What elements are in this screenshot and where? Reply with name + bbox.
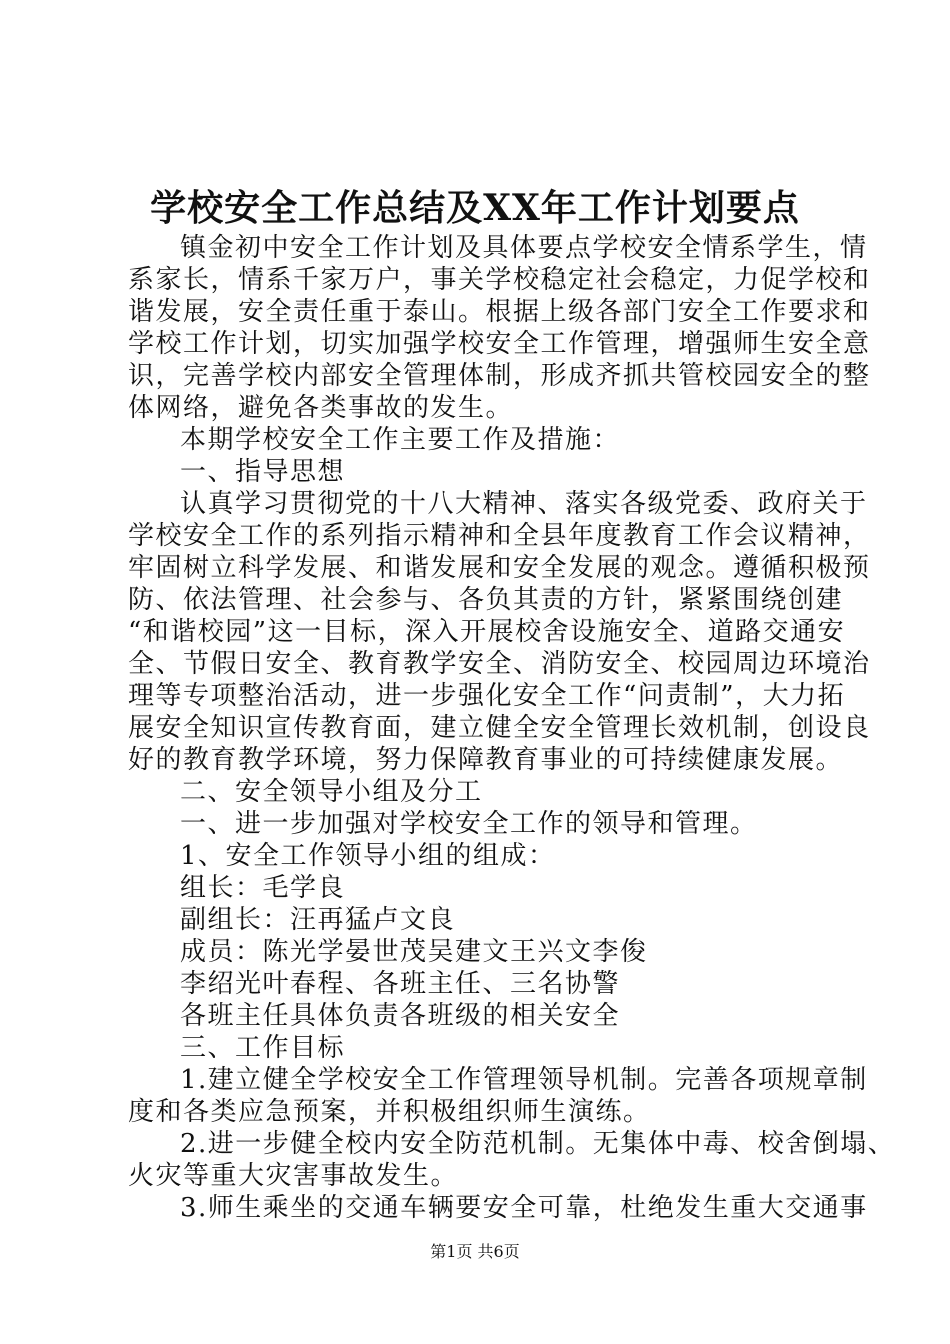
paragraph	[128, 776, 832, 808]
paragraph	[128, 1128, 896, 1192]
paragraph-line: 认真学习贯彻党的十八大精神、落实各级党委、政府关于	[180, 489, 868, 519]
paragraph	[128, 488, 871, 776]
paragraph-line: 组长：毛学良	[180, 873, 346, 903]
paragraph-line: 谐发展，安全责任重于泰山。根据上级各部门安全工作要求和	[128, 297, 871, 327]
paragraph	[128, 456, 832, 488]
paragraph-line: 学校安全工作的系列指示精神和全县年度教育工作会议精神，	[128, 521, 871, 551]
paragraph	[128, 232, 871, 424]
document-title: 学校安全工作总结及XX年工作计划要点	[150, 187, 800, 229]
paragraph-line: 全、节假日安全、教育教学安全、消防安全、校园周边环境治	[128, 649, 871, 679]
paragraph-line: 学校工作计划，切实加强学校安全工作管理，增强师生安全意	[128, 329, 871, 359]
paragraph-line: 2.进一步健全校内安全防范机制。无集体中毒、校舍倒塌、	[180, 1129, 896, 1159]
paragraph-line: 二、安全领导小组及分工	[180, 777, 483, 807]
paragraph-line: 各班主任具体负责各班级的相关安全	[180, 1001, 621, 1031]
paragraph-line: 镇金初中安全工作计划及具体要点学校安全情系学生，情	[180, 233, 868, 263]
paragraph-line: 体网络，避免各类事故的发生。	[128, 393, 514, 423]
paragraph	[128, 1000, 832, 1032]
paragraph-line: 牢固树立科学发展、和谐发展和安全发展的观念。遵循积极预	[128, 553, 871, 583]
paragraph-line: 识，完善学校内部安全管理体制，形成齐抓共管校园安全的整	[128, 361, 871, 391]
paragraph-line: 李绍光叶春程、各班主任、三名协警	[180, 969, 621, 999]
document-body	[128, 232, 896, 1224]
paragraph-line: 1、安全工作领导小组的组成：	[180, 841, 556, 871]
paragraph-line: 本期学校安全工作主要工作及措施：	[180, 425, 621, 455]
paragraph-line: 展安全知识宣传教育面，建立健全安全管理长效机制，创设良	[128, 713, 871, 743]
paragraph-line: 副组长：汪再猛卢文良	[180, 905, 456, 935]
paragraph-line: 度和各类应急预案，并积极组织师生演练。	[128, 1097, 651, 1127]
paragraph-line: 系家长，情系千家万户，事关学校稳定社会稳定，力促学校和	[128, 265, 871, 295]
paragraph-line: 一、进一步加强对学校安全工作的领导和管理。	[180, 809, 758, 839]
paragraph	[128, 1032, 832, 1064]
paragraph	[128, 840, 832, 872]
paragraph-line: 火灾等重大灾害事故发生。	[128, 1161, 459, 1191]
paragraph-line: 一、指导思想	[180, 457, 346, 487]
paragraph-line: 成员：陈光学晏世茂吴建文王兴文李俊	[180, 937, 648, 967]
paragraph-line: 理等专项整治活动，进一步强化安全工作“问责制”，大力拓	[128, 681, 846, 711]
paragraph-line: 好的教育教学环境，努力保障教育事业的可持续健康发展。	[128, 745, 844, 775]
paragraph	[128, 1064, 868, 1128]
paragraph	[128, 424, 832, 456]
page-footer: 第1页 共6页	[430, 1242, 520, 1261]
paragraph	[128, 1192, 868, 1224]
paragraph-line: 3.师生乘坐的交通车辆要安全可靠，杜绝发生重大交通事	[180, 1193, 868, 1223]
paragraph-line: 防、依法管理、社会参与、各负其责的方针，紧紧围绕创建	[128, 585, 844, 615]
paragraph	[128, 968, 832, 1000]
paragraph-line: 1.建立健全学校安全工作管理领导机制。完善各项规章制	[180, 1065, 868, 1095]
paragraph	[128, 904, 832, 936]
paragraph-line: “和谐校园”这一目标，深入开展校舍设施安全、道路交通安	[128, 617, 846, 647]
paragraph	[128, 808, 832, 840]
paragraph-line: 三、工作目标	[180, 1033, 346, 1063]
paragraph	[128, 872, 832, 904]
paragraph	[128, 936, 832, 968]
